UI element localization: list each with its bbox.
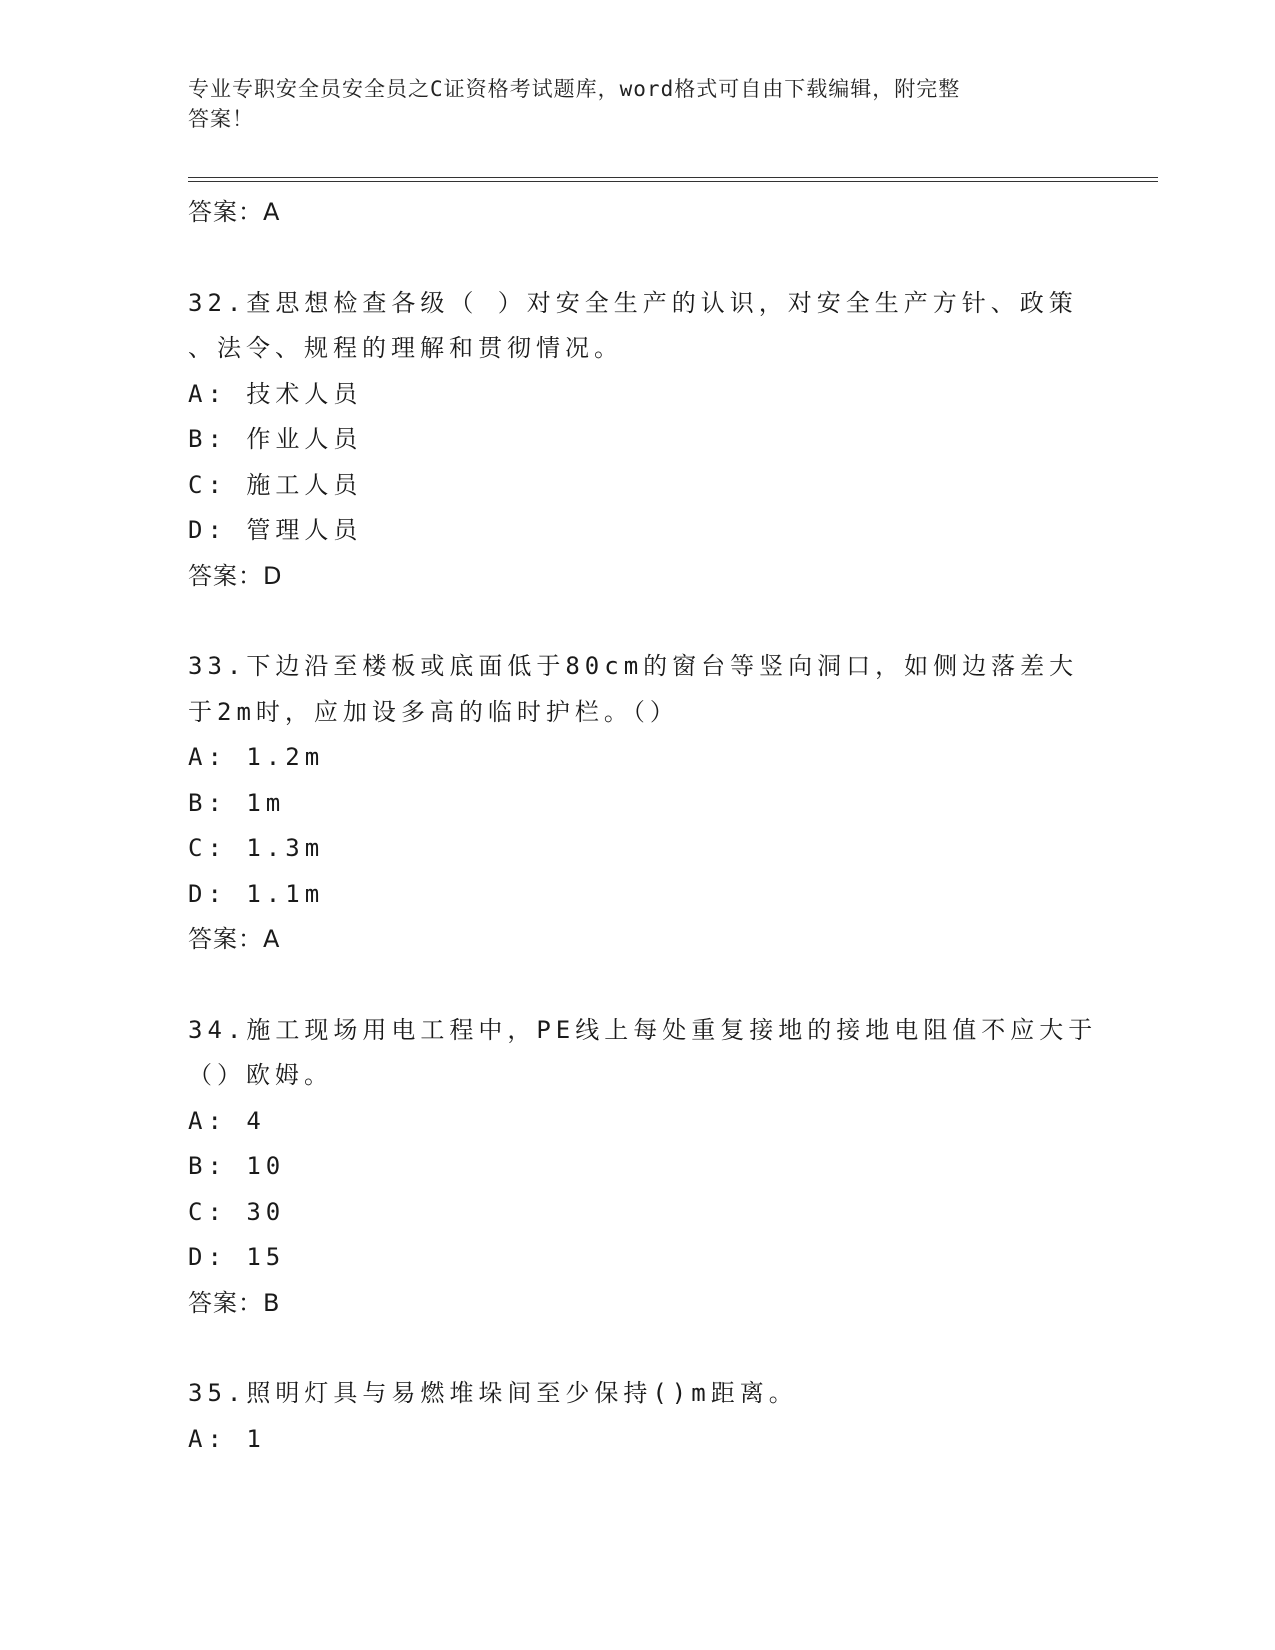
answer: 答案：D xyxy=(188,561,283,590)
question-stem: 35.照明灯具与易燃堆垛间至少保持()m距离。 xyxy=(188,1379,798,1407)
option-a: A: 1 xyxy=(188,1424,266,1453)
option-c: C: 1.3m xyxy=(188,834,325,862)
option-a: A: 1.2m xyxy=(188,743,325,771)
question-stem-continued: （）欧姆。 xyxy=(188,1061,333,1089)
question-stem-continued: 于2m时，应加设多高的临时护栏。（） xyxy=(188,697,679,726)
header-line-1: 专业专职安全员安全员之C证资格考试题库，word格式可自由下载编辑，附完整 xyxy=(188,77,961,101)
answer: 答案：B xyxy=(188,1288,281,1317)
answer: 答案：A xyxy=(188,925,281,953)
option-c: C: 施工人员 xyxy=(188,470,363,499)
option-d: D: 1.1m xyxy=(188,879,325,908)
option-b: B: 10 xyxy=(188,1152,286,1180)
answer-previous: 答案：A xyxy=(188,198,281,226)
document-header xyxy=(188,74,1088,134)
question-32 xyxy=(188,281,1148,600)
question-stem: 32.查思想检查各级（ ）对安全生产的认识，对安全生产方针、政策 xyxy=(188,288,1078,317)
option-a: A: 4 xyxy=(188,1106,266,1135)
question-34 xyxy=(188,1008,1148,1327)
question-stem: 34.施工现场用电工程中，PE线上每处重复接地的接地电阻值不应大于 xyxy=(188,1015,1098,1044)
option-d: D: 15 xyxy=(188,1243,286,1271)
option-b: B: 作业人员 xyxy=(188,425,363,453)
question-stem: 33.下边沿至楼板或底面低于80cm的窗台等竖向洞口，如侧边落差大 xyxy=(188,652,1079,680)
question-33 xyxy=(188,644,1148,963)
question-stem-continued: 、法令、规程的理解和贯彻情况。 xyxy=(188,334,623,362)
option-d: D: 管理人员 xyxy=(188,516,363,544)
question-list xyxy=(188,190,1148,1462)
question-35 xyxy=(188,1371,1148,1462)
option-c: C: 30 xyxy=(188,1197,286,1226)
header-line-2: 答案！ xyxy=(188,107,254,131)
option-b: B: 1m xyxy=(188,788,286,817)
option-a: A: 技术人员 xyxy=(188,379,363,408)
header-divider xyxy=(188,177,1158,182)
